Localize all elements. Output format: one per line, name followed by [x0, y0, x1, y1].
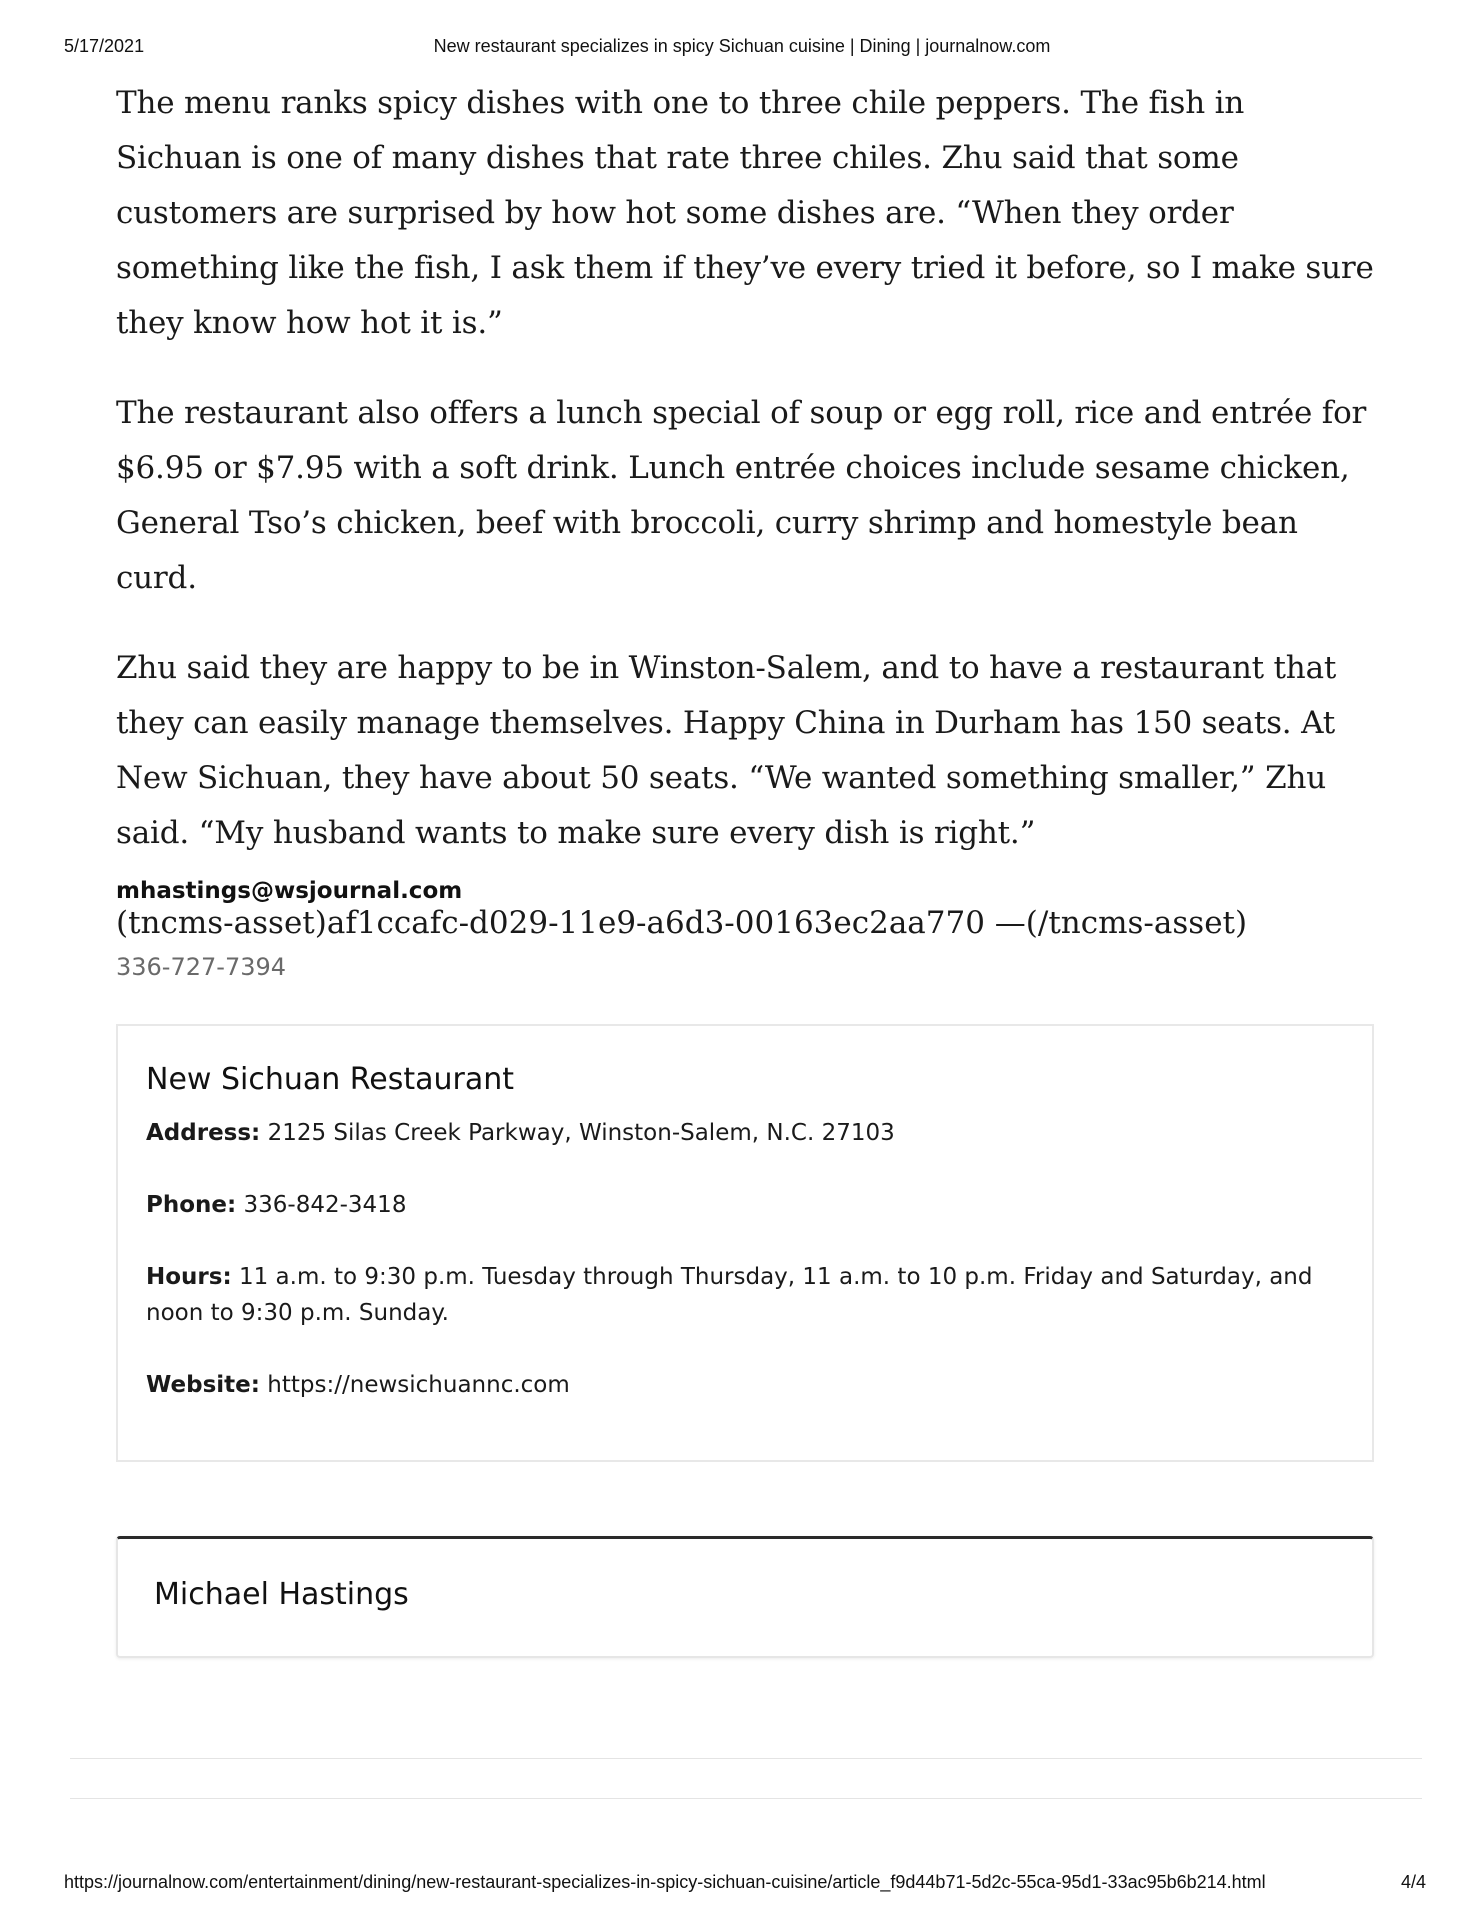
- tncms-asset-tag: (tncms-asset)af1ccafc-d029-11e9-a6d3-00163ec2aa770 —(/tncms-asset): [116, 905, 1248, 941]
- divider: [70, 1798, 1422, 1799]
- print-date: 5/17/2021: [64, 36, 145, 56]
- restaurant-website: [146, 1367, 1344, 1403]
- restaurant-name: New Sichuan Restaurant: [146, 1062, 515, 1097]
- address-value: 2125 Silas Creek Parkway, Winston-Salem, N.C. 27103: [267, 1120, 895, 1146]
- author-name[interactable]: Michael Hastings: [154, 1577, 409, 1612]
- author-phone: 336-727-7394: [116, 953, 287, 981]
- phone-label: Phone:: [146, 1192, 237, 1218]
- article-paragraph: The menu ranks spicy dishes with one to three chile peppers. The fish in Sichuan is one of many dishes that rate three chiles. Zhu said that some customers are surprised by how hot some dishes are. “When they order something like the fish, I ask them if they’ve every tried it before, so I make sure they know how hot it is.”: [116, 85, 1374, 341]
- restaurant-phone: [146, 1187, 1344, 1223]
- article-body: [116, 76, 1376, 951]
- hours-value: 11 a.m. to 9:30 p.m. Tuesday through Thursday, 11 a.m. to 10 p.m. Friday and Saturday, and noon to 9:30 p.m. Sunday.: [146, 1264, 1313, 1326]
- website-label: Website:: [146, 1372, 260, 1398]
- hours-label: Hours:: [146, 1264, 232, 1290]
- phone-value: 336-842-3418: [243, 1192, 407, 1218]
- article-paragraph: The restaurant also offers a lunch special of soup or egg roll, rice and entrée for $6.95 or $7.95 with a soft drink. Lunch entrée choices include sesame chicken, General Tso’s chicken, beef with broccoli, curry shrimp and homestyle bean curd.: [116, 395, 1367, 596]
- print-header: [0, 36, 1484, 60]
- address-label: Address:: [146, 1120, 261, 1146]
- restaurant-hours: [146, 1259, 1344, 1331]
- website-value: https://newsichuannc.com: [267, 1372, 570, 1398]
- page-number: 4/4: [1400, 1872, 1426, 1892]
- print-url: https://journalnow.com/entertainment/dining/new-restaurant-specializes-in-spicy-sichuan-cuisine/article_f9d44b71-5d2c-55ca-95d1-33ac95b6b214.html: [64, 1872, 1266, 1892]
- divider: [70, 1758, 1422, 1759]
- author-email-link[interactable]: mhastings@wsjournal.com: [116, 878, 463, 904]
- restaurant-info-box: [116, 1024, 1374, 1462]
- restaurant-address: [146, 1115, 1344, 1151]
- print-page-title: New restaurant specializes in spicy Sichuan cuisine | Dining | journalnow.com: [433, 36, 1051, 56]
- article-paragraph: Zhu said they are happy to be in Winston-Salem, and to have a restaurant that they can easily manage themselves. Happy China in Durham has 150 seats. At New Sichuan, they have about 50 seats. “We wanted something smaller,” Zhu said. “My husband wants to make sure every dish is right.”: [116, 650, 1337, 851]
- author-card[interactable]: [116, 1536, 1374, 1658]
